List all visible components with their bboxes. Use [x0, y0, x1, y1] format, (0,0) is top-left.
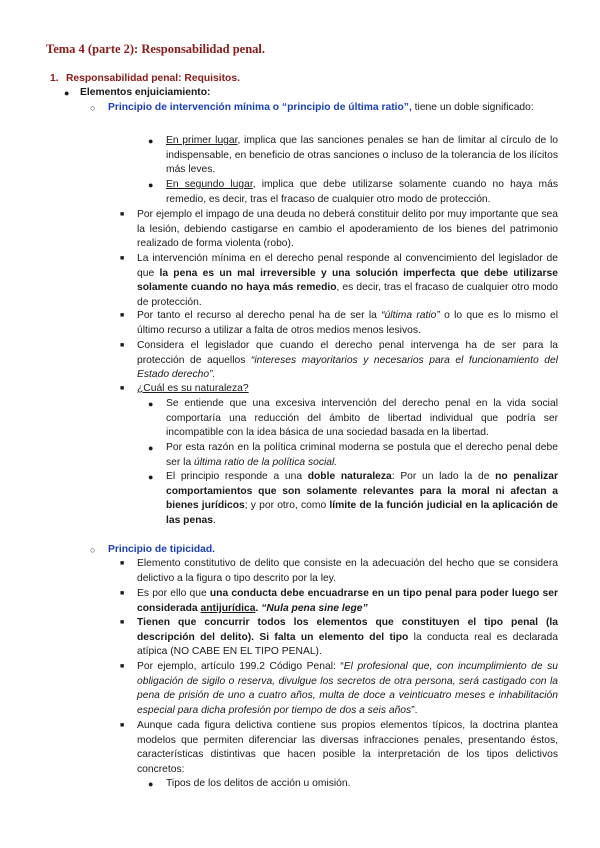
- bullet-hollow: ○: [90, 545, 96, 555]
- subsection-heading: Elementos enjuiciamiento:: [80, 87, 211, 98]
- bullet-square: ■: [120, 312, 125, 319]
- bullet-square: ■: [120, 385, 125, 392]
- bullet-filled: ●: [148, 136, 154, 146]
- bullet-filled: ●: [64, 88, 70, 98]
- section-heading: Responsabilidad penal: Requisitos.: [66, 73, 240, 84]
- paragraph-minimal-intervention: La intervención mínima en el derecho penal responde al convencimiento del legislador de que la pena es un mal irreversible y una solución imperfecta que debe utilizarse solamente cuando no haya más remedio, es decir, tras el fracaso de cualquier otro modo de protección.: [137, 253, 559, 309]
- paragraph-legislator: Considera el legislador que cuando el derecho penal intervenga ha de ser para la protección de aquellos “intereses mayoritarios y necesarios para el funcionamiento del Estado derecho”.: [137, 340, 558, 381]
- bullet-hollow: ○: [90, 103, 96, 113]
- bullet-filled: ●: [148, 472, 154, 482]
- paragraph-article-199: Por ejemplo, artículo 199.2 Código Penal: “El profesional que, con incumplimiento de su obligación de sigilo o reserva, divulgue los secretos de otra persona, será castigado con la pena de prisión de uno a cuatro años, multa de doce a veinticuatro meses e inhabilitación especial para dicha profesión por tiempo de dos a seis años”.: [137, 661, 558, 717]
- section-number: 1.: [50, 73, 59, 84]
- meaning-first: En primer lugar, implica que las sanciones penales se han de limitar al círculo de lo indispensable, en beneficio de otras sanciones o incluso de la tolerancia de los ilícitos más leves.: [166, 135, 558, 176]
- bullet-square: ■: [120, 211, 125, 218]
- bullet-filled: ●: [148, 779, 154, 789]
- nature-point-2: Por esta razón en la política criminal moderna se postula que el derecho penal debe ser la última ratio de la política social.: [166, 442, 558, 468]
- meaning-second: En segundo lugar, implica que debe utilizarse solamente cuando no haya más remedio, es decir, tras el fracaso de cualquier otro modo de protección.: [166, 179, 559, 205]
- list-item-action-omission: Tipos de los delitos de acción u omisión.: [166, 778, 351, 789]
- paragraph-models: Aunque cada figura delictiva contiene sus propios elementos típicos, la doctrina plantea modelos que permiten diferenciar las diversas infracciones penales, presentando éstos, características distintivas que hacen posible la interpretación de los tipos delictivos concretos:: [137, 720, 558, 776]
- principle-tipicidad-heading: Principio de tipicidad.: [108, 544, 215, 555]
- bullet-square: ■: [120, 722, 125, 729]
- paragraph-example-debt: Por ejemplo el impago de una deuda no deberá constituir delito por muy importante que sea la lesión, debiendo castigarse en cambio el apoderamiento de los bienes del patrimonio realizado de forma violenta (robo).: [137, 209, 558, 250]
- paragraph-elements: Tienen que concurrir todos los elementos que constituyen el tipo penal (la descripción del delito). Si falta un elemento del tipo la conducta real es declarada atípica (NO CABE EN EL TIPO PENAL).: [137, 617, 558, 658]
- paragraph-tipicidad-definition: Elemento constitutivo de delito que consiste en la adecuación del hecho que se considera delictivo a la figura o tipo descrito por la ley.: [137, 558, 558, 584]
- paragraph-tipo-penal: Es por ello que una conducta debe encuadrarse en un tipo penal para poder luego ser considerada antijurídica. “Nula pena sine lege”: [137, 588, 558, 614]
- bullet-square: ■: [120, 342, 125, 349]
- bullet-square: ■: [120, 590, 125, 597]
- bullet-square: ■: [120, 619, 125, 626]
- bullet-square: ■: [120, 560, 125, 567]
- document-title: Tema 4 (parte 2): Responsabilidad penal.: [46, 42, 266, 56]
- bullet-filled: ●: [148, 443, 154, 453]
- bullet-square: ■: [120, 255, 125, 262]
- bullet-square: ■: [120, 663, 125, 670]
- nature-question: ¿Cuál es su naturaleza?: [137, 383, 249, 394]
- bullet-filled: ●: [148, 180, 154, 190]
- nature-point-1: Se entiende que una excesiva intervención del derecho penal en la vida social comportaría una reducción del ámbito de libertad individual que podría ser incompatible con la idea básica de una sociedad basada en la libertad.: [166, 398, 558, 439]
- principle-intervention-heading: Principio de intervención mínima o “principio de última ratio”, tiene un doble significado:: [108, 102, 534, 113]
- paragraph-ultima-ratio: Por tanto el recurso al derecho penal ha de ser la “última ratio” o lo que es lo mismo el último recurso a utilizar a falta de otros medios menos lesivos.: [137, 310, 559, 336]
- nature-point-3: El principio responde a una doble naturaleza: Por un lado la de no penalizar comportamientos que son solamente relevantes para la moral ni afectan a bienes jurídicos; y por otro, como límite de la función judicial en la aplicación de las penas.: [166, 471, 558, 527]
- bullet-filled: ●: [148, 399, 154, 409]
